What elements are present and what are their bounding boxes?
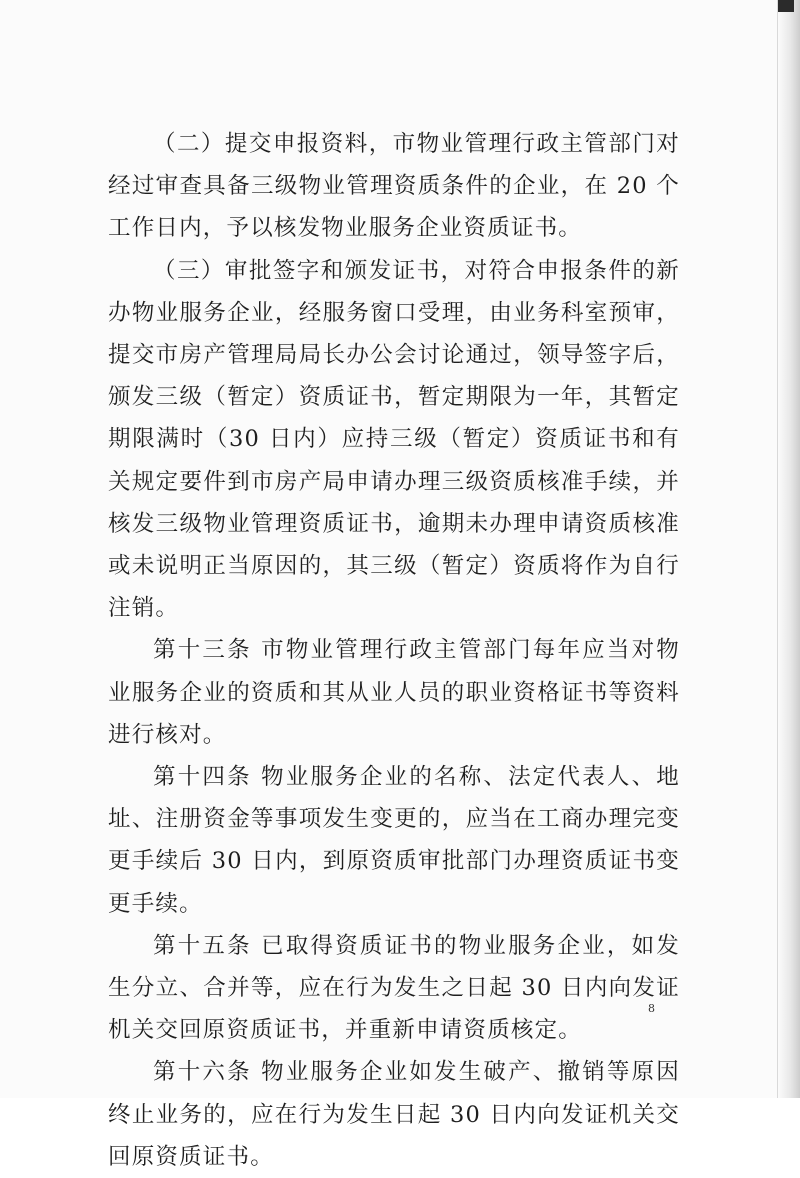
page-edge-shadow: [778, 0, 800, 1098]
paragraph-article-14: 第十四条 物业服务企业的名称、法定代表人、地址、注册资金等事项发生变更的，应当在工商办理完变更手续后 30 日内，到原资质审批部门办理资质证书变更手续。: [108, 764, 680, 917]
paragraph-article-16: 第十六条 物业服务企业如发生破产、撤销等原因终止业务的，应在行为发生日起 30 日内向发证机关交回原资质证书。: [108, 1059, 680, 1170]
paragraph-article-13: 第十三条 市物业管理行政主管部门每年应当对物业服务企业的资质和其从业人员的职业资格证书等资料进行核对。: [108, 637, 680, 748]
paragraph-approval-certificate: （三）审批签字和颁发证书，对符合申报条件的新办物业服务企业，经服务窗口受理，由业务科室预审，提交市房产管理局局长办公会讨论通过，领导签字后，颁发三级（暂定）资质证书，暂定期限为一年，其暂定期限满时（30 日内）应持三级（暂定）资质证书和有关规定要件到市房产局申请办理三级资质核准手续，并核发三级物业管理资质证书，逾期未办理申请资质核准或未说明正当原因的，其三级（暂定）资质将作为自行注销。: [108, 257, 680, 622]
paragraph-submit-materials: （二）提交申报资料，市物业管理行政主管部门对经过审查具备三级物业管理资质条件的企业，在 20 个工作日内，予以核发物业服务企业资质证书。: [108, 131, 680, 242]
page-number: 8: [648, 1002, 655, 1015]
paragraph-article-15: 第十五条 已取得资质证书的物业服务企业，如发生分立、合并等，应在行为发生之日起 30 日内向发证机关交回原资质证书，并重新申请资质核定。: [108, 932, 680, 1044]
document-body: [108, 123, 680, 1178]
scan-corner-mark: [778, 0, 794, 12]
